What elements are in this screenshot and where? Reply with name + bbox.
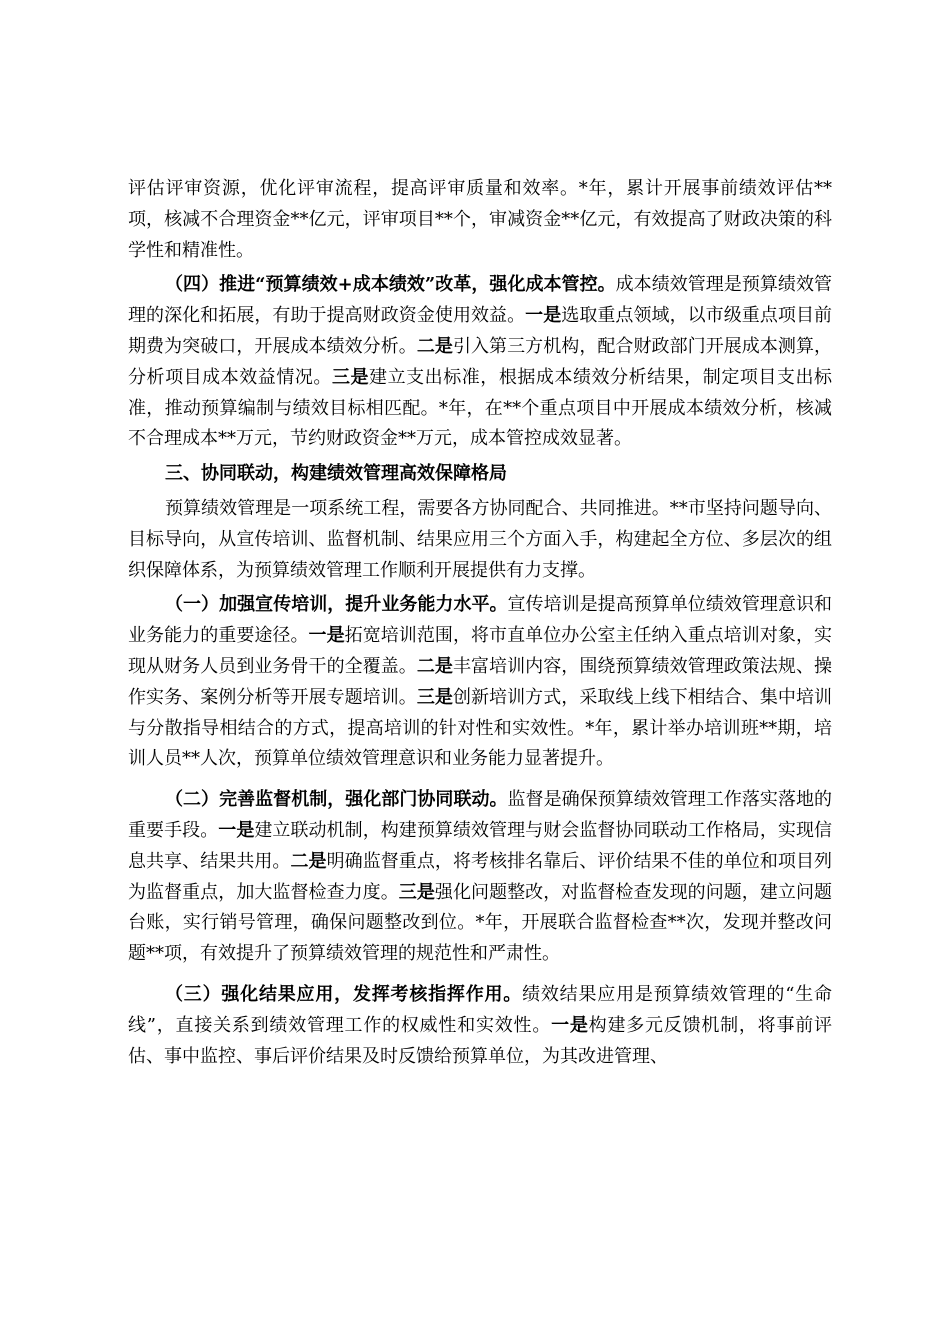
bold-text-run: 二是 bbox=[416, 655, 453, 677]
paragraph bbox=[128, 785, 832, 970]
text-run: 评估评审资源，优化评审流程，提高评审质量和效率。*年，累计开展事前绩效评估**项，核减不合理资金**亿元，评审项目**个，审减资金**亿元，有效提高了财政决策的科学性和精准性。 bbox=[128, 178, 832, 261]
text-run: 建立支出标准，根据成本绩效分析结果，制定项目支出标准，推动预算编制与绩效目标相匹配。*年，在**个重点项目中开展成本绩效分析，核减不合理成本**万元，节约财政资金**万元，成本管控成效显著。 bbox=[128, 366, 833, 450]
bold-text-run: 三是 bbox=[398, 881, 435, 903]
paragraph bbox=[128, 980, 832, 1072]
text-run: 构建多元反馈机制，将事前评估、事中监控、事后评价结果及时反馈给预算单位，为其改进管理、 bbox=[128, 1014, 833, 1067]
text-run: 拓宽培训范围，将市直单位办公室主任纳入重点培训对象，实现从财务人员到业务骨干的全覆盖。 bbox=[128, 625, 833, 677]
bold-text-run: （三）强化结果应用，发挥考核指挥作用。 bbox=[165, 983, 523, 1005]
paragraph bbox=[128, 270, 832, 455]
text-run: 选取重点领域，以市级重点项目前期费为突破口，开展成本绩效分析。 bbox=[128, 305, 833, 357]
bold-text-run: 三是 bbox=[416, 686, 453, 708]
text-run: 丰富培训内容，围绕预算绩效管理政策法规、操作实务、案例分析等开展专题培训。 bbox=[128, 655, 833, 708]
bold-text-run: （四）推进“预算绩效+成本绩效”改革，强化成本管控。 bbox=[165, 274, 616, 296]
text-run: 创新培训方式，采取线上线下相结合、集中培训与分散指导相结合的方式，提高培训的针对性和实效性。*年，累计举办培训班**期，培训人员**人次，预算单位绩效管理意识和业务能力显著提升。 bbox=[128, 686, 833, 770]
text-run: 明确监督重点，将考核排名靠后、评价结果不佳的单位和项目列为监督重点，加大监督检查力度。 bbox=[128, 850, 833, 903]
bold-text-run: 一是 bbox=[218, 819, 255, 841]
text-run: 宣传培训是提高预算单位绩效管理意识和业务能力的重要途径。 bbox=[128, 594, 833, 647]
bold-text-run: 三、协同联动，构建绩效管理高效保障格局 bbox=[165, 463, 507, 485]
bold-text-run: 二是 bbox=[416, 335, 453, 357]
text-run: 强化问题整改，对监督检查发现的问题，建立问题台账，实行销号管理，确保问题整改到位。*年，开展联合监督检查**次，发现并整改问题**项，有效提升了预算绩效管理的规范性和严肃性。 bbox=[128, 881, 833, 965]
paragraph bbox=[128, 590, 832, 775]
text-run: 引入第三方机构，配合财政部门开展成本测算，分析项目成本效益情况。 bbox=[128, 335, 833, 388]
text-run: 绩效结果应用是预算绩效管理的“生命线”，直接关系到绩效管理工作的权威性和实效性。 bbox=[128, 983, 833, 1036]
paragraph bbox=[128, 494, 832, 586]
text-run: 监督是确保预算绩效管理工作落实落地的重要手段。 bbox=[128, 789, 833, 841]
bold-text-run: 二是 bbox=[290, 850, 327, 872]
bold-text-run: 一是 bbox=[525, 305, 562, 327]
text-run: 预算绩效管理是一项系统工程，需要各方协同配合、共同推进。**市坚持问题导向、目标导向，从宣传培训、监督机制、结果应用三个方面入手，构建起全方位、多层次的组织保障体系，为预算绩效管理工作顺利开展提供有力支撑。 bbox=[128, 497, 832, 581]
bold-text-run: 一是 bbox=[308, 625, 345, 647]
document-body bbox=[128, 174, 832, 1072]
bold-text-run: （二）完善监督机制，强化部门协同联动。 bbox=[165, 789, 508, 811]
section-heading bbox=[128, 459, 832, 490]
bold-text-run: 一是 bbox=[551, 1014, 589, 1036]
text-run: 建立联动机制，构建预算绩效管理与财会监督协同联动工作格局，实现信息共享、结果共用。 bbox=[128, 819, 833, 872]
bold-text-run: （一）加强宣传培训，提升业务能力水平。 bbox=[165, 594, 508, 616]
bold-text-run: 三是 bbox=[331, 366, 370, 388]
text-run: 成本绩效管理是预算绩效管理的深化和拓展，有助于提高财政资金使用效益。 bbox=[128, 274, 832, 327]
paragraph bbox=[128, 174, 832, 266]
